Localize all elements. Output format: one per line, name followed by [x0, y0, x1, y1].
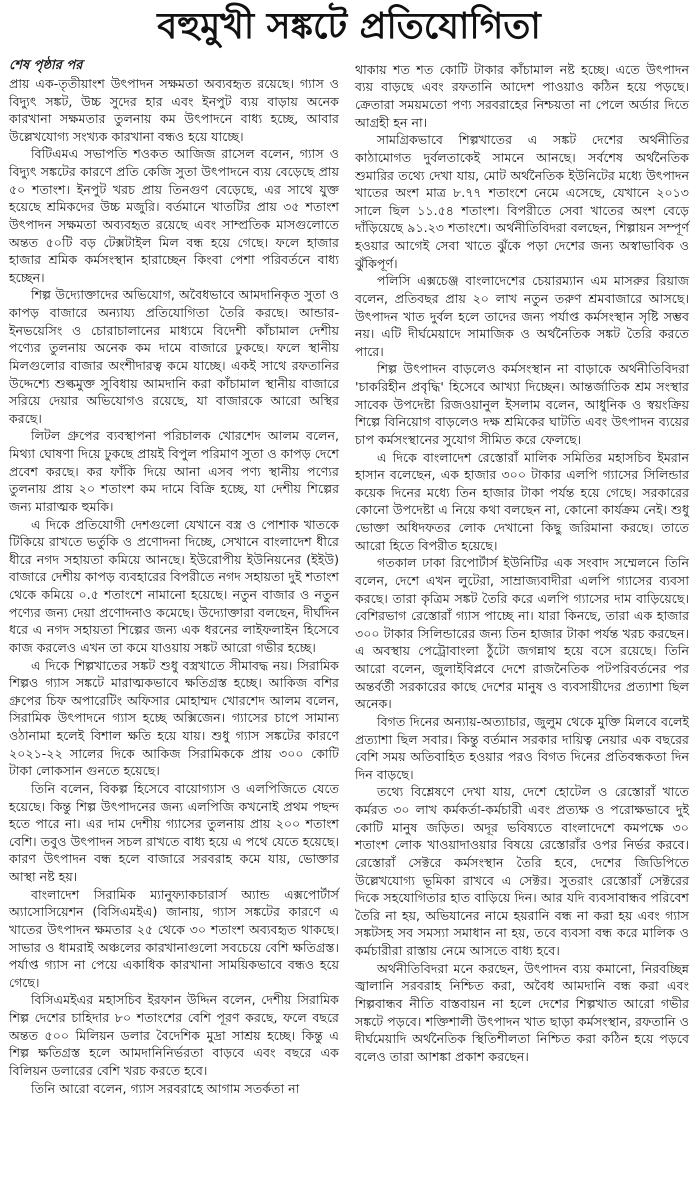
continued-from-label: শেষ পৃষ্ঠার পর: [9, 57, 83, 73]
paragraph: তিনি আরো বলেন, গ্যাস সরবরাহে আগাম সতর্কতা না: [31, 1080, 300, 1096]
paragraph: তথ্যে বিশ্লেষণে দেখা যায়, দেশে হোটেল ও রেস্তোরাঁ খাতে কর্মরত ৩০ লাখ কর্মকর্তা-কর্মচারী এবং প্রত্যক্ষ ও পরোক্ষভাবে দুই কোটি মানুষ জড়িত। অদূর ভবিষ্যতে বাংলাদেশে কমপক্ষে ৩০ শতাংশ লোক খাওয়াদাওয়ার বিষয়ে রেস্তোরাঁর ওপর নির্ভর করবে। রেস্তোরাঁ সেক্টরে কর্মসংস্থান তৈরি হবে, দেশের জিডিপিতে উল্লেখযোগ্য ভূমিকা রাখবে এ সেক্টর। সুতরাং রেস্তোরাঁ সেক্টরের দিকে সহযোগিতার হাত বাড়িয়ে দিন। আর যদি ব্যবসাবান্ধব পরিবেশ তৈরি না হয়, অভিযানের নামে হয়রানি বন্ধ না করা হয় এবং গ্যাস সঙ্কটসহ সব সমস্যা সমাধান না হয়, তবে ব্যবসা বন্ধ করে মালিক ও কর্মচারীরা রাস্তায় নেমে আসতে বাধ্য হবে।: [355, 784, 689, 959]
paragraph: অর্থনীতিবিদরা মনে করছেন, উৎপাদন ব্যয় কমানো, নিরবচ্ছিন্ন জ্বালানি সরবরাহ নিশ্চিত করা, অবৈধ আমদানি বন্ধ করা এবং শিল্পবান্ধব নীতি বাস্তবায়ন না হলে দেশের শিল্পখাত আরো গভীর সঙ্কটে পড়বে। শক্তিশালী উৎপাদন খাত ছাড়া কর্মসংস্থান, রফতানি ও দীর্ঘমেয়াদি অর্থনৈতিক স্থিতিশীলতা নিশ্চিত করা কঠিন হয়ে পড়বে বলেও তারা আশঙ্কা প্রকাশ করছেন।: [355, 960, 689, 1064]
paragraph: বিসিএমইএর মহাসচিব ইরফান উদ্দিন বলেন, দেশীয় সিরামিক শিল্প দেশের চাহিদার ৮০ শতাংশের বেশি পূরণ করছে, ফলে বছরে অন্তত ৫০০ মিলিয়ন ডলার বৈদেশিক মুদ্রা সাশ্রয় হচ্ছে। কিন্তু এ শিল্প ক্ষতিগ্রস্ত হলে আমদানিনির্ভরতা বাড়বে এবং বছরে এক বিলিয়ন ডলারের বেশি খরচ করতে হবে।: [9, 992, 339, 1078]
paragraph: বিটিএমএ সভাপতি শওকত আজিজ রাসেল বলেন, গ্যাস ও বিদ্যুৎ সঙ্কটের কারণে প্রতি কেজি সুতা উৎপাদনে ব্যয় বেড়েছে প্রায় ৫০ শতাংশ। ইনপুট খরচ প্রায় তিনগুণ বেড়েছে, এর সাথে যুক্ত হয়েছে শ্রমিকদের উচ্চ মজুরি। বর্তমানে খাতটির প্রায় ৩৫ শতাংশ উৎপাদন সক্ষমতা অব্যবহৃত রয়েছে এবং সাম্প্রতিক মাসগুলোতে অন্তত ৫০টি বড় টেক্সটাইল মিল বন্ধ হয়ে গেছে। ফলে হাজার হাজার শ্রমিক কর্মসংস্থান হারাচ্ছেন কিংবা পেশা পরিবর্তনে বাধ্য হচ্ছেন।: [9, 146, 339, 285]
paragraph: তিনি বলেন, বিকল্প হিসেবে বায়োগ্যাস ও এলপিজিতে যেতে হয়েছে। কিন্তু শিল্প উৎপাদনের জন্য এলপিজি কখনোই প্রথম পছন্দ হতে পারে না। এর দাম দেশীয় গ্যাসের তুলনায় প্রায় ২০০ শতাংশ বেশি। তবুও উৎপাদন সচল রাখতে বাধ্য হয়ে এ পথে যেতে হয়েছে। কারণ উৎপাদন বন্ধ হলে বাজারে সরবরাহ কমে যায়, ভোক্তার আস্থা নষ্ট হয়।: [9, 780, 339, 885]
article-body: [9, 57, 689, 1097]
paragraph: এ দিকে বাংলাদেশ রেস্তোরাঁ মালিক সমিতির মহাসচিব ইমরান হাসান বলেছেন, এক হাজার ৩০০ টাকার এলপি গ্যাসের সিলিন্ডার কয়েক দিনের মধ্যে তিন হাজার টাকা পর্যন্ত হয়ে গেছে। সরকারের কোনো উপদেষ্টা এ নিয়ে কথা বলছেন না, কোনো কার্যক্রম নেই। শুধু ভোক্তা অধিদফতর লোক দেখানো কিছু জরিমানা করছে। তাতে আরো হিতে বিপরীত হয়েছে।: [355, 449, 689, 553]
paragraph: শিল্প উৎপাদন বাড়লেও কর্মসংস্থান না বাড়াকে অর্থনীতিবিদরা 'চাকরিহীন প্রবৃদ্ধি' হিসেবে আখ্যা দিচ্ছেন। আন্তর্জাতিক শ্রম সংস্থার সাবেক উপদেষ্টা রিজওয়ানুল ইসলাম বলেন, আধুনিক ও স্বয়ংক্রিয় শিল্পে বিনিয়োগ বাড়লেও দক্ষ শ্রমিকের ঘাটতি এবং উৎপাদন ব্যয়ের চাপ কর্মসংস্থানের সুযোগ সীমিত করে ফেলছে।: [355, 361, 689, 447]
paragraph: থাকায় শত শত কোটি টাকার কাঁচামাল নষ্ট হচ্ছে। এতে উৎপাদন ব্যয় বাড়ছে এবং রফতানি আদেশ পাওয়াও কঠিন হয়ে পড়ছে। ক্রেতারা সময়মতো পণ্য সরবরাহের নিশ্চয়তা না পেলে অর্ডার দিতে আগ্রহী হন না।: [355, 61, 689, 130]
paragraph: শিল্প উদ্যোক্তাদের অভিযোগ, অবৈধভাবে আমদানিকৃত সুতা ও কাপড় বাজারে অন্যায্য প্রতিযোগিতা তৈরি করছে। আন্ডার-ইনভয়েসিং ও চোরাচালানের মাধ্যমে বিদেশী কাঁচামাল দেশীয় পণ্যের তুলনায় অনেক কম দামে বাজারে ঢুকছে। ফলে স্থানীয় মিলগুলোর বাজার অংশীদারত্ব কমে যাচ্ছে। একই সাথে রফতানির উদ্দেশ্যে শুল্কমুক্ত সুবিধায় আমদানি করা কাঁচামাল স্থানীয় বাজারে সরিয়ে দেয়ার অভিযোগও রয়েছে, যা বাজারকে আরো অস্থির করছে।: [9, 287, 339, 426]
paragraph: গতকাল ঢাকা রিপোর্টার্স ইউনিটির এক সংবাদ সম্মেলনে তিনি বলেন, দেশে এখন লুটেরা, সাম্রাজ্যবাদীরা এলপি গ্যাসের ব্যবসা করছে। তারা কৃত্রিম সঙ্কট তৈরি করে এলপি গ্যাসের দাম বাড়িয়েছে। বেশিরভাগ রেস্তোরাঁ গ্যাস পাচ্ছে না। যারা কিনছে, তারা এক হাজার ৩০০ টাকার সিলিন্ডারের জন্য তিন হাজার টাকা পর্যন্ত খরচ করছেন। এ অবস্থায় পেট্রোবাংলা ঠুঁটো জগন্নাথ হয়ে বসে রয়েছে। তিনি আরো বলেন, জুলাইবিপ্লবে দেশে রাজনৈতিক পটপরিবর্তনের পর অন্তর্বর্তী সরকারের কাছে দেশের মানুষ ও ব্যবসায়ীদের প্রত্যাশা ছিল অনেক।: [355, 555, 689, 712]
paragraph: প্রায় এক-তৃতীয়াংশ উৎপাদন সক্ষমতা অব্যবহৃত রয়েছে। গ্যাস ও বিদ্যুৎ সঙ্কট, উচ্চ সুদের হার এবং ইনপুট ব্যয় বাড়ায় অনেক কারখানা সক্ষমতার তুলনায় কম উৎপাদনে বাধ্য হচ্ছে, আবার উল্লেখযোগ্য সংখ্যক কারখানা বন্ধও হয়ে যাচ্ছে।: [9, 75, 339, 144]
paragraph: এ দিকে শিল্পখাতের সঙ্কট শুধু বস্ত্রখাতে সীমাবদ্ধ নয়। সিরামিক শিল্পও গ্যাস সঙ্কটে মারাত্মকভাবে ক্ষতিগ্রস্ত হচ্ছে। আকিজ বশির গ্রুপের চিফ অপারেটিং অফিসার মোহাম্মদ খোরশেদ আলম বলেন, সিরামিক উৎপাদনে গ্যাস হচ্ছে অক্সিজেন। গ্যাসের চাপে সামান্য ওঠানামা হলেই বিশাল ক্ষতি হয়ে যায়। শুধু গ্যাস সঙ্কটের কারণে ২০২১-২২ সালের দিকে আকিজ সিরামিককে প্রায় ৩০০ কোটি টাকা লোকসান গুনতে হয়েছে।: [9, 657, 339, 779]
right-column: [355, 57, 689, 1066]
paragraph: পলিসি এক্সচেঞ্জ বাংলাদেশের চেয়ারম্যান এম মাসরুর রিয়াজ বলেন, প্রতিবছর প্রায় ২০ লাখ নতুন তরুণ শ্রমবাজারে আসছে। উৎপাদন খাত দুর্বল হলে তাদের জন্য পর্যাপ্ত কর্মসংস্থান সৃষ্টি সম্ভব নয়। এটি দীর্ঘমেয়াদে সামাজিক ও অর্থনৈতিক সঙ্কট তৈরি করতে পারে।: [355, 273, 689, 359]
headline: বহুমুখী সঙ্কটে প্রতিযোগিতা: [157, 6, 541, 47]
paragraph: এ দিকে প্রতিযোগী দেশগুলো যেখানে বস্ত্র ও পোশাক খাতকে টিকিয়ে রাখতে ভর্তুকি ও প্রণোদনা দিচ্ছে, সেখানে বাংলাদেশ ধীরে ধীরে নগদ সহায়তা কমিয়ে আনছে। ইউরোপীয় ইউনিয়নের (ইইউ) বাজারে দেশীয় কাপড় ব্যবহারের বিপরীতে নগদ সহায়তা দুই শতাংশ থেকে কমিয়ে ০.৫ শতাংশে নামানো হয়েছে। নতুন বাজার ও নতুন পণ্যের জন্য দেয়া প্রণোদনাও কমেছে। উদ্যোক্তারা বলছেন, দীর্ঘদিন ধরে এ নগদ সহায়তা শিল্পের জন্য এক ধরনের লাইফলাইন হিসেবে কাজ করলেও এখন তা কমে যাওয়ায় সঙ্কট আরো গভীর হচ্ছে।: [9, 516, 339, 655]
paragraph: বিগত দিনের অন্যায়-অত্যাচার, জুলুম থেকে মুক্তি মিলবে বলেই প্রত্যাশা ছিল সবার। কিন্তু বর্তমান সরকার দায়িত্ব নেয়ার এক বছরের বেশি সময় অতিবাহিত হওয়ার পরও বিগত দিনের প্রতিবন্ধকতা দিন দিন বাড়ছে।: [355, 713, 689, 782]
paragraph: বাংলাদেশ সিরামিক ম্যানুফ্যাকচারার্স অ্যান্ড এক্সপোর্টার্স অ্যাসোসিয়েশন (বিসিএমইএ) জানায়, গ্যাস সঙ্কটের কারণে এ খাতের উৎপাদন ক্ষমতার ২৫ থেকে ৩০ শতাংশ অব্যবহৃত থাকছে। সাভার ও ধামরাই অঞ্চলের কারখানাগুলো সবচেয়ে বেশি ক্ষতিগ্রস্ত। পর্যাপ্ত গ্যাস না পেয়ে একাধিক কারখানা সাময়িকভাবে বন্ধও হয়ে গেছে।: [9, 886, 339, 990]
left-column: [9, 57, 339, 1097]
paragraph: সামগ্রিকভাবে শিল্পখাতের এ সঙ্কট দেশের অর্থনীতির কাঠামোগত দুর্বলতাকেই সামনে আনছে। সর্বশেষ অর্থনৈতিক শুমারির তথ্যে দেখা যায়, মোট অর্থনৈতিক ইউনিটের মধ্যে উৎপাদন খাতের অংশ মাত্র ৮.৭৭ শতাংশে নেমে এসেছে, যেখানে ২০১৩ সালে ছিল ১১.৫৪ শতাংশ। বিপরীতে সেবা খাতের অংশ বেড়ে দাঁড়িয়েছে ৯১.২৩ শতাংশে। অর্থনীতিবিদরা বলছেন, শিল্পায়ন সম্পূর্ণ হওয়ার আগেই সেবা খাতে ঝুঁকে পড়া দেশের জন্য অস্বাভাবিক ও ঝুঁকিপূর্ণ।: [355, 132, 689, 271]
paragraph: লিটল গ্রুপের ব্যবস্থাপনা পরিচালক খোরশেদ আলম বলেন, মিথ্যা ঘোষণা দিয়ে ঢুকছে প্রায়ই বিপুল পরিমাণ সুতা ও কাপড় দেশে প্রবেশ করছে। কর ফাঁকি দিয়ে আনা এসব পণ্য স্থানীয় পণ্যের তুলনায় প্রায় ২০ শতাংশ কম দামে বিক্রি হচ্ছে, যা দেশীয় শিল্পের জন্য মারাত্মক হুমকি।: [9, 428, 339, 514]
